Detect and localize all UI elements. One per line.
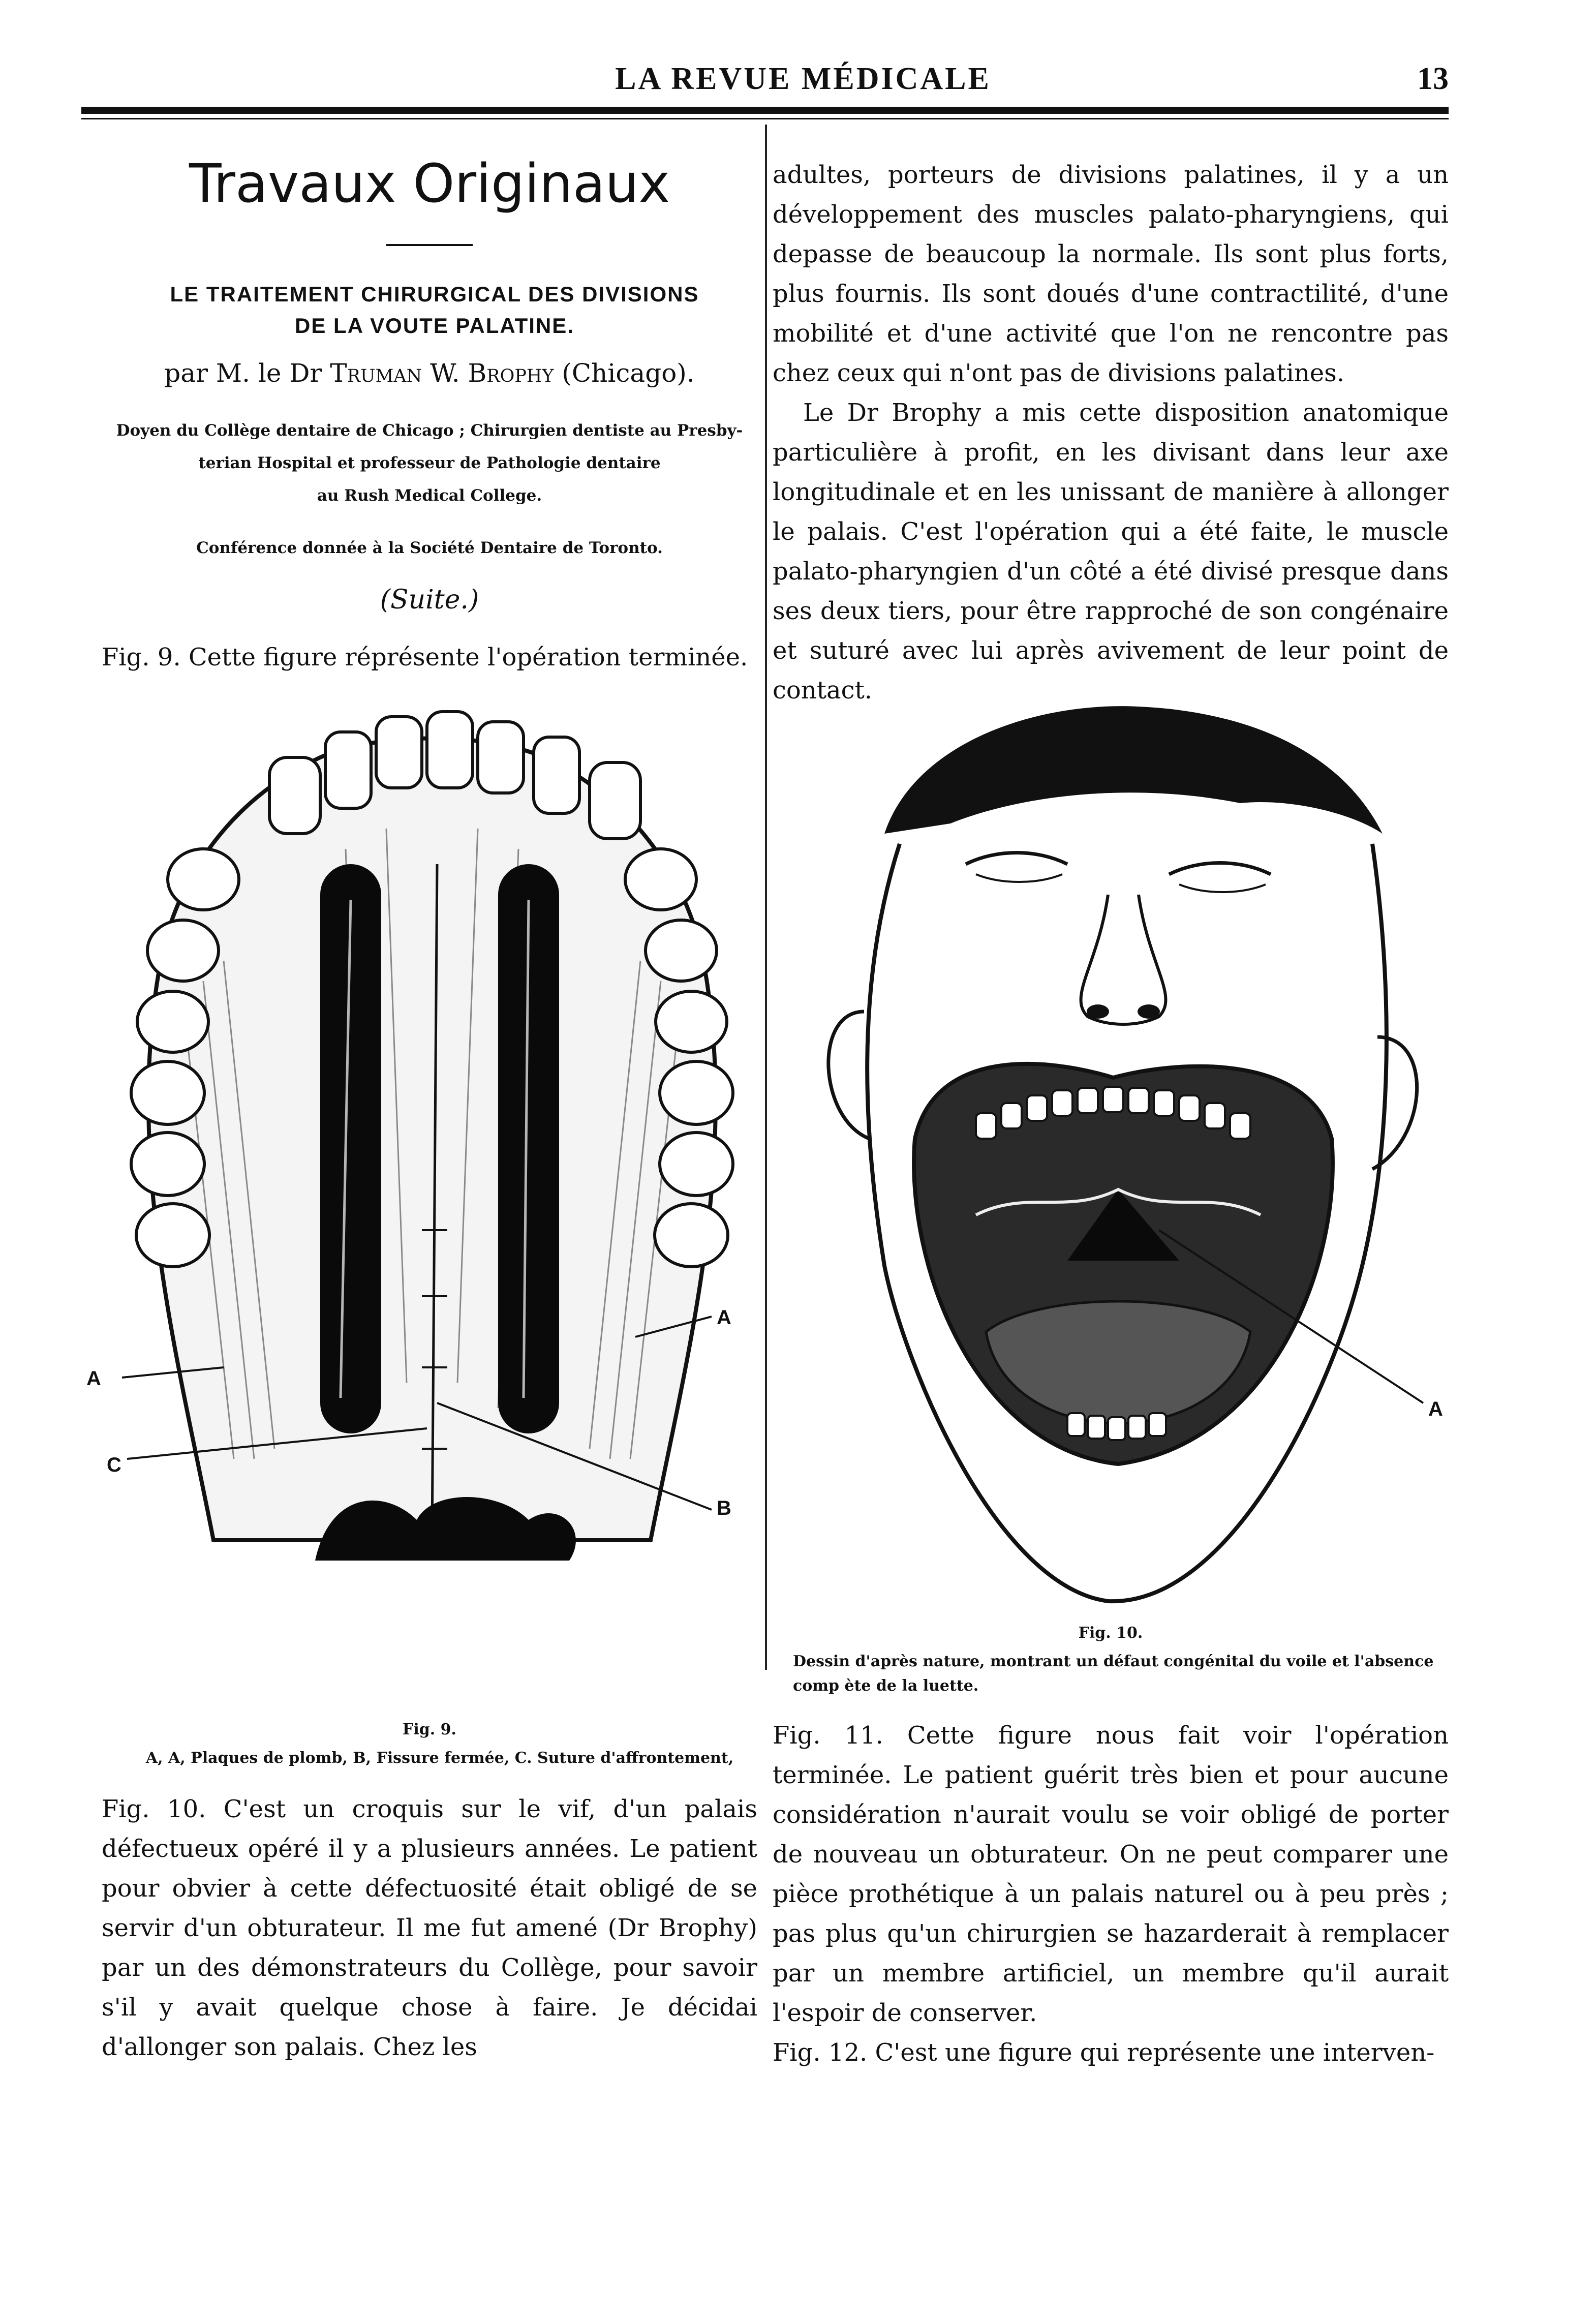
section-title: Travaux Originaux — [189, 152, 670, 215]
fig10-text: Fig. 10. C'est un croquis sur le vif, d'un palais défectueux opéré il y a plusieurs années. Le patient pour obvier à cette défectuosité était obligé de se servir d'un obturateur. Il me fut amené (Dr Brophy) par un des démonstrateurs du Collège, pour savoir s'il y avait quelque chose à faire. Je décidai d'allonger son palais. Chez les — [102, 1795, 757, 2061]
byline-suffix: (Chicago). — [562, 358, 695, 388]
affiliation-line1: Doyen du Collège dentaire de Chicago ; Chirurgien dentiste au Presby- — [116, 421, 743, 440]
conference-note: Conférence donnée à la Société Dentaire de Toronto. — [196, 539, 663, 557]
fig9-label-a-left: A — [86, 1367, 101, 1390]
affiliation — [102, 414, 757, 512]
byline-prefix: par M. le Dr — [164, 358, 322, 388]
right-para1: adultes, porteurs de divisions palatines, il y a un développement des muscles palato-pharyngiens, qui depasse de beaucoup la normale. Ils sont plus forts, plus fournis. Ils sont doués d'une contractilité, d'une mobilité et d'une activité que l'on ne rencontre pas chez ceux qui n'ont pas de divisions palatines. — [773, 161, 1449, 387]
right-top-text — [773, 155, 1449, 710]
byline — [102, 358, 757, 388]
right-bottom-text — [773, 1716, 1449, 2072]
fig9-caption: A, A, Plaques de plomb, B, Fissure fermée, C. Suture d'affrontement, — [145, 1749, 734, 1767]
byline-name1: Truman — [330, 358, 422, 388]
fig9-intro: Fig. 9. Cette figure réprésente l'opération terminée. — [102, 643, 748, 671]
page-number: 13 — [1417, 62, 1449, 96]
article-title — [112, 279, 757, 342]
article-title-line1: LE TRAITEMENT CHIRURGICAL DES DIVISIONS — [170, 282, 699, 306]
affiliation-line2: terian Hospital et professeur de Pathologie dentaire — [198, 454, 661, 472]
fig9-label-c: C — [107, 1454, 121, 1476]
affiliation-line3: au Rush Medical College. — [317, 486, 542, 505]
fig11-text: Fig. 11. Cette figure nous fait voir l'opération terminée. Le patient guérit très bien et pour aucune considération n'aurait voulu se voir obligé de porter de nouveau un obturateur. On ne peut comparer une pièce prothétique à un palais naturel ou à peu près ; pas plus qu'un chirurgien se hazarderait à remplacer par un membre artificiel, un membre qu'il aurait l'espoir de conserver. — [773, 1721, 1449, 2027]
byline-mid: W. — [430, 358, 460, 388]
fig10-label-a: A — [1428, 1398, 1443, 1420]
fig9-number: Fig. 9. — [403, 1721, 456, 1738]
column-divider — [765, 125, 767, 1670]
fig10-number: Fig. 10. — [1078, 1624, 1143, 1642]
fig10-paragraph — [102, 1789, 757, 2067]
running-head: LA REVUE MÉDICALE — [615, 62, 991, 96]
header-rule-thin — [81, 118, 1449, 119]
suite-note: (Suite.) — [380, 585, 479, 615]
title-dash — [386, 244, 473, 246]
fig12-text: Fig. 12. C'est une figure qui représente une interven- — [773, 2038, 1435, 2067]
figure-10-illustration — [783, 681, 1444, 1627]
right-para2: Le Dr Brophy a mis cette disposition anatomique particulière à profit, en les divisant dans leur axe longitudinale et en les unissant de manière à allonger le palais. C'est l'opération qui a été faite, le muscle palato-pharyngien d'un côté a été divisé presque dans ses deux tiers, pour être rapproché de son congénaire et suturé avec lui après avivement de leur point de contact. — [773, 399, 1449, 705]
fig9-label-a-right: A — [717, 1306, 731, 1329]
fig9-label-b: B — [717, 1497, 731, 1519]
figure-9-illustration — [102, 696, 762, 1642]
byline-name2: Brophy — [468, 358, 554, 388]
header-rule — [81, 107, 1449, 114]
fig10-caption: Dessin d'après nature, montrant un défaut congénital du voile et l'absence comp ète de la luette. — [793, 1653, 1434, 1695]
article-title-line2: DE LA VOUTE PALATINE. — [295, 314, 574, 338]
